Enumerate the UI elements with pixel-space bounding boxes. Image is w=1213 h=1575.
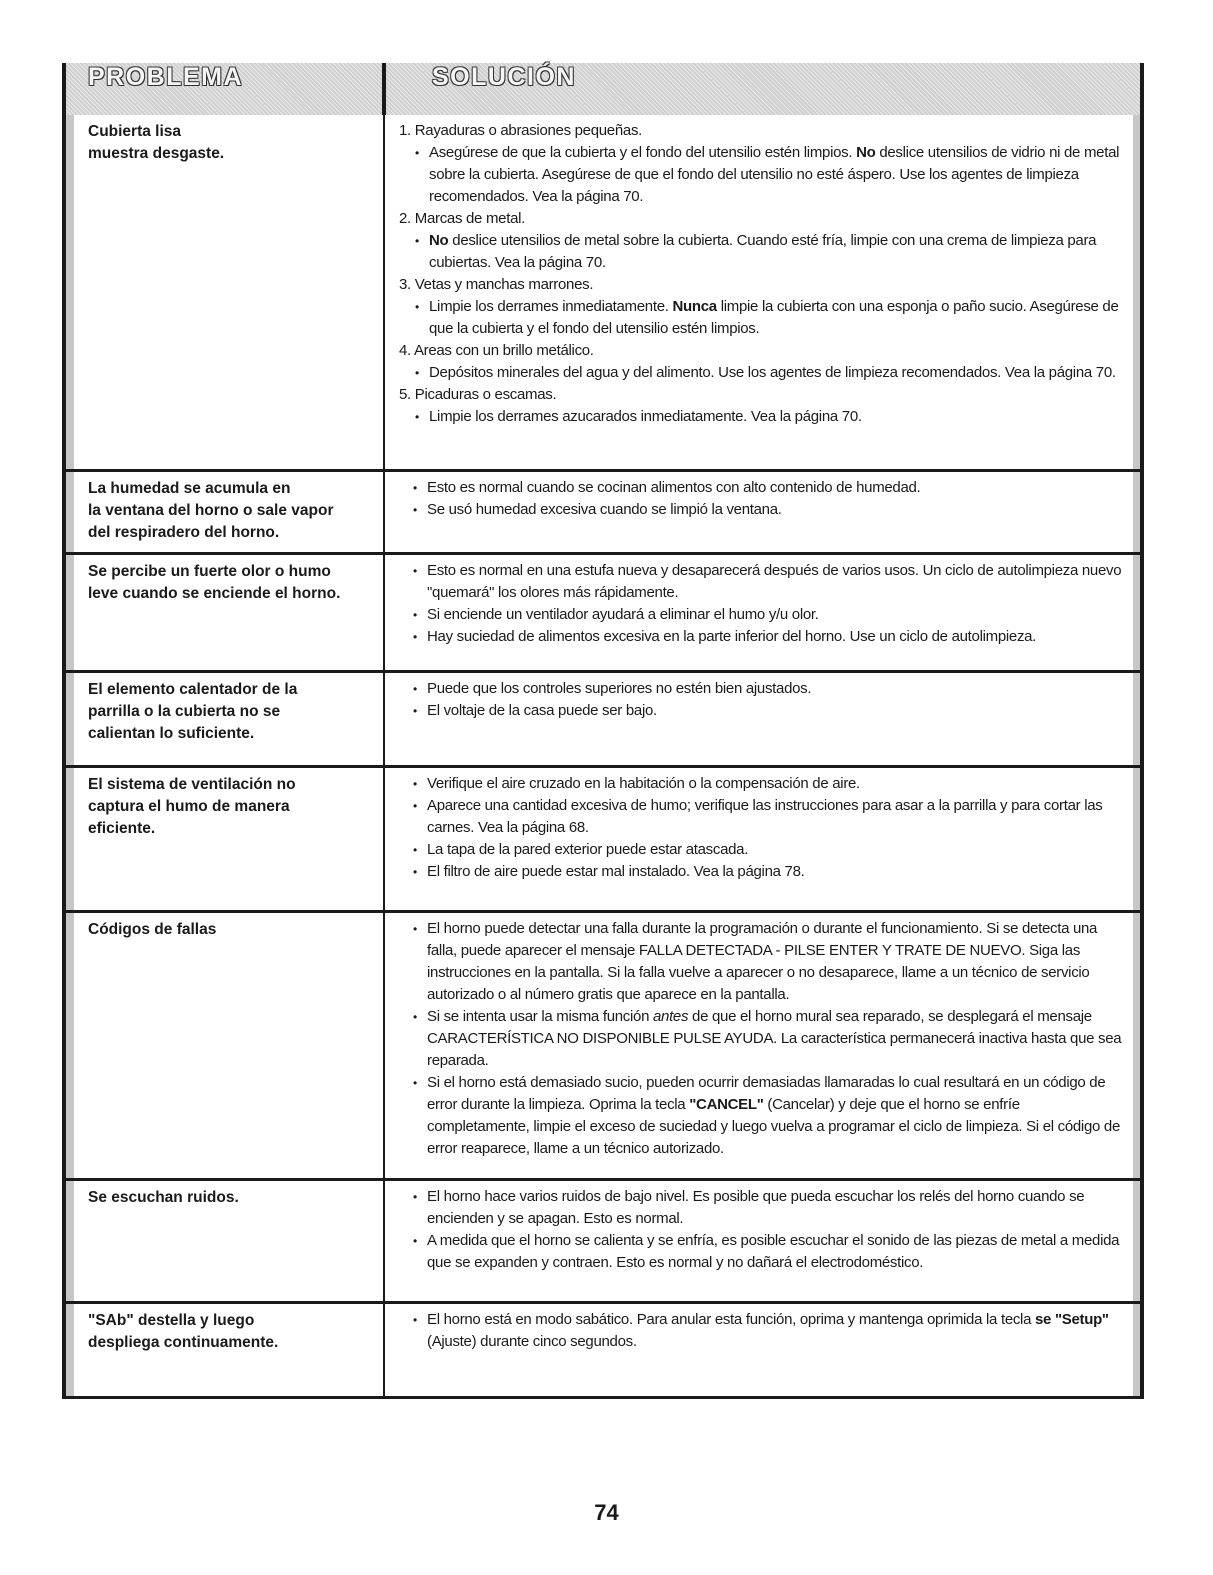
bullet-text: Esto es normal cuando se cocinan alimentos con alto contenido de humedad. xyxy=(427,478,921,496)
solution-cell xyxy=(384,911,1142,1179)
bullet-text: El filtro de aire puede estar mal instalado. Vea la página 78. xyxy=(427,862,805,880)
solution-text xyxy=(399,678,1126,722)
bullet-text: deslice utensilios de vidrio ni de metal sobre la cubierta. Asegúrese de que el fondo del utensilio no esté áspero. Use los agentes de limpieza recomendados. Vea la página 70. xyxy=(429,144,1120,205)
bullet-text: deslice utensilios de metal sobre la cubierta. Cuando esté fría, limpie con una crema de limpieza para cubiertas. Vea la página 70. xyxy=(429,232,1097,271)
bullet-text: Se usó humedad excesiva cuando se limpió la ventana. xyxy=(427,500,782,518)
table-body xyxy=(64,115,1142,1397)
bullet-text: (Cancelar) y deje que el horno se enfríe completamente, limpie el exceso de suciedad y luego vuelva a programar el ciclo de limpieza. Si el código de error reaparece, llame a un técnico autorizado. xyxy=(427,1095,1120,1157)
bullet-item xyxy=(413,773,1126,795)
sub-bullet-item xyxy=(415,142,1126,208)
troubleshooting-table xyxy=(62,63,1144,1399)
solution-text xyxy=(399,1309,1126,1353)
bullet-text: Puede que los controles superiores no estén bien ajustados. xyxy=(427,679,812,697)
problem-cell xyxy=(64,470,384,553)
solution-cell xyxy=(384,553,1142,671)
bullet-item xyxy=(413,678,1126,700)
table-row xyxy=(64,766,1142,911)
bullet-text: El horno hace varios ruidos de bajo nivel. Es posible que pueda escuchar los relés del horno cuando se encienden y se apagan. Esto es normal. xyxy=(427,1187,1085,1227)
table-row xyxy=(64,671,1142,766)
bullet-item xyxy=(413,477,1126,499)
numbered-item xyxy=(399,208,1126,230)
solution-text xyxy=(399,120,1126,428)
solution-cell xyxy=(384,1179,1142,1302)
bullet-item xyxy=(413,1309,1126,1353)
bullet-item xyxy=(413,1230,1126,1274)
bullet-text: Limpie los derrames azucarados inmediatamente. Vea la página 70. xyxy=(429,408,862,425)
bullet-text: Si enciende un ventilador ayudará a eliminar el humo y/u olor. xyxy=(427,605,819,623)
bullet-text: de que el horno mural sea reparado, se desplegará el mensaje CARACTERÍSTICA NO DISPONIBLE PULSE AYUDA. La característica permanecerá inactiva hasta que sea reparada. xyxy=(427,1007,1122,1069)
problem-text: El elemento calentador de la parrilla o la cubierta no se calientan lo suficiente. xyxy=(88,680,298,742)
problem-cell xyxy=(64,1179,384,1302)
numbered-item xyxy=(399,274,1126,296)
numbered-item xyxy=(399,340,1126,362)
problem-cell xyxy=(64,553,384,671)
solution-cell xyxy=(384,1302,1142,1397)
problem-text: Cubierta lisa muestra desgaste. xyxy=(88,123,225,162)
page-number: 74 xyxy=(594,1500,619,1525)
solution-text xyxy=(399,560,1126,648)
bullet-text: El voltaje de la casa puede ser bajo. xyxy=(427,701,657,719)
problem-cell xyxy=(64,911,384,1179)
numbered-item-text: 3. Vetas y manchas marrones. xyxy=(399,276,594,293)
solution-text xyxy=(399,773,1126,883)
bullet-item xyxy=(413,700,1126,722)
solution-column-header: SOLUCIÓN xyxy=(432,63,576,91)
bold-text: "CANCEL" xyxy=(689,1095,764,1113)
bullet-text: El horno está en modo sabático. Para anular esta función, oprima y mantenga oprimida la tecla xyxy=(427,1310,1035,1328)
table-row xyxy=(64,1179,1142,1302)
bullet-item xyxy=(413,861,1126,883)
numbered-item-text: 1. Rayaduras o abrasiones pequeñas. xyxy=(399,122,643,139)
bullet-text: Verifique el aire cruzado en la habitación o la compensación de aire. xyxy=(427,774,860,792)
sub-bullet-item xyxy=(415,406,1126,428)
problem-header-cell xyxy=(64,63,384,115)
bold-text: Nunca xyxy=(672,298,717,315)
bullet-item xyxy=(413,839,1126,861)
bullet-text: Asegúrese de que la cubierta y el fondo del utensilio estén limpios. xyxy=(429,144,857,161)
bullet-text: La tapa de la pared exterior puede estar atascada. xyxy=(427,840,749,858)
bullet-item xyxy=(413,1072,1126,1160)
bullet-item xyxy=(413,499,1126,521)
problem-cell xyxy=(64,766,384,911)
bold-text: se "Setup" xyxy=(1035,1310,1109,1328)
bullet-item xyxy=(413,560,1126,604)
bullet-item xyxy=(413,795,1126,839)
bullet-item xyxy=(413,1186,1126,1230)
bullet-text: Si se intenta usar la misma función xyxy=(427,1007,653,1025)
problem-cell xyxy=(64,671,384,766)
problem-column-header: PROBLEMA xyxy=(88,63,244,91)
solution-text xyxy=(399,477,1126,521)
bullet-text: El horno puede detectar una falla durante la programación o durante el funcionamiento. Si se detecta una falla, puede aparecer el mensaje FALLA DETECTADA - PILSE ENTER Y TRATE DE NUEVO. Siga las instrucciones en la pantalla. Si la falla vuelve a aparecer o no desaparece, llame a un técnico de servicio autorizado o al número gratis que aparece en la pantalla. xyxy=(427,919,1098,1003)
sub-bullet-item xyxy=(415,362,1126,384)
numbered-item-text: 5. Picaduras o escamas. xyxy=(399,386,557,403)
numbered-item xyxy=(399,120,1126,142)
bold-text: No xyxy=(429,232,449,249)
problem-text: Códigos de fallas xyxy=(88,920,217,938)
bullet-text: A medida que el horno se calienta y se enfría, es posible escuchar el sonido de las piezas de metal a medida que se expanden y contraen. Esto es normal y no dañará el electrodoméstico. xyxy=(427,1231,1120,1271)
italic-text: antes xyxy=(652,1007,689,1025)
solution-text xyxy=(399,1186,1126,1274)
bullet-item xyxy=(413,918,1126,1006)
table-row xyxy=(64,553,1142,671)
problem-cell xyxy=(64,115,384,470)
bullet-text: limpie la cubierta con una esponja o paño sucio. Asegúrese de que la cubierta y el fondo del utensilio estén limpios. xyxy=(429,298,1119,337)
bullet-text: Limpie los derrames inmediatamente. xyxy=(429,298,673,315)
solution-header-cell xyxy=(384,63,1142,115)
problem-text: El sistema de ventilación no captura el humo de manera eficiente. xyxy=(88,775,296,837)
solution-text xyxy=(399,918,1126,1160)
table-row xyxy=(64,1302,1142,1397)
numbered-item-text: 4. Areas con un brillo metálico. xyxy=(399,342,594,359)
bullet-item xyxy=(413,1006,1126,1072)
solution-cell xyxy=(384,671,1142,766)
table-row xyxy=(64,911,1142,1179)
bullet-item xyxy=(413,626,1126,648)
table-row xyxy=(64,470,1142,553)
bullet-text: Aparece una cantidad excesiva de humo; verifique las instrucciones para asar a la parrilla y para cortar las carnes. Vea la página 68. xyxy=(427,796,1103,836)
numbered-item-text: 2. Marcas de metal. xyxy=(399,210,526,227)
bullet-item xyxy=(413,604,1126,626)
problem-text: Se escuchan ruidos. xyxy=(88,1188,239,1206)
solution-cell xyxy=(384,470,1142,553)
problem-cell xyxy=(64,1302,384,1397)
bullet-text: Esto es normal en una estufa nueva y desaparecerá después de varios usos. Un ciclo de autolimpieza nuevo "quemará" los olores más rápidamente. xyxy=(427,561,1122,601)
problem-text: "SAb" destella y luego despliega continuamente. xyxy=(88,1311,279,1351)
problem-text: Se percibe un fuerte olor o humo leve cuando se enciende el horno. xyxy=(88,562,341,602)
sub-bullet-item xyxy=(415,296,1126,340)
problem-text: La humedad se acumula en la ventana del horno o sale vapor del respiradero del horno. xyxy=(88,479,334,541)
bullet-text: Si el horno está demasiado sucio, pueden ocurrir demasiadas llamaradas lo cual resultará en un código de error durante la limpieza. Oprima la tecla xyxy=(427,1073,1106,1113)
bold-text: No xyxy=(856,144,876,161)
bullet-text: Depósitos minerales del agua y del alimento. Use los agentes de limpieza recomendados. Vea la página 70. xyxy=(429,364,1116,381)
numbered-item xyxy=(399,384,1126,406)
table-row xyxy=(64,115,1142,470)
table-header-row xyxy=(64,63,1142,115)
bullet-text: (Ajuste) durante cinco segundos. xyxy=(427,1332,637,1350)
solution-cell xyxy=(384,766,1142,911)
bullet-text: Hay suciedad de alimentos excesiva en la parte inferior del horno. Use un ciclo de autolimpieza. xyxy=(427,627,1037,645)
solution-cell xyxy=(384,115,1142,470)
sub-bullet-item xyxy=(415,230,1126,274)
